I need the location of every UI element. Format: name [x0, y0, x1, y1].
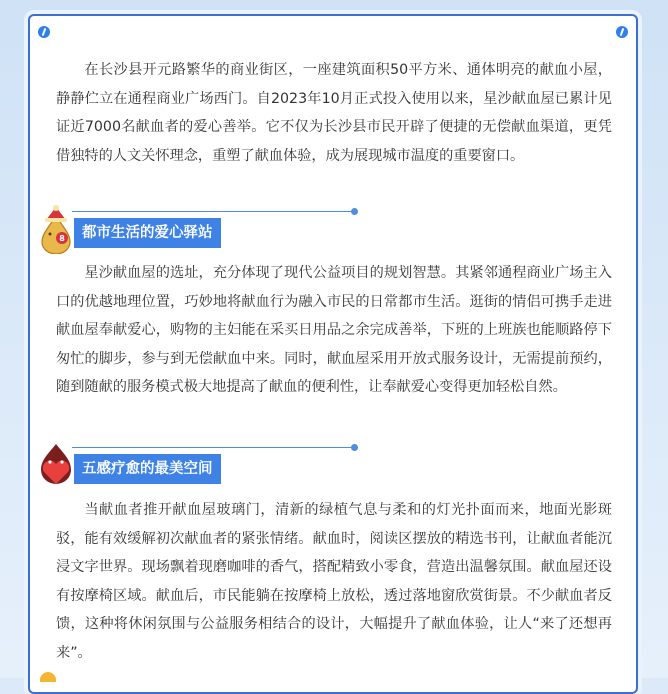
- section-heading-label: 五感疗愈的最美空间: [74, 454, 221, 484]
- heart-drop-mascot-icon: [36, 440, 76, 490]
- heading-divider-dot: [351, 444, 358, 451]
- paragraph-location: 星沙献血屋的选址，充分体现了现代公益项目的规划智慧。其紧邻通程商业广场主入口的优越地理位置，巧妙地将献血行为融入市民的日常都市生活。逛街的情侣可携手走进献血屋奉献爱心，购物的主妇能在采买日用品之余完成善举，下班的上班族也能顺路停下匆忙的脚步，参与到无偿献血中来。同时，献血屋采用开放式服务设计，无需提前预约，随到随献的服务模式极大地提高了献血的便利性，让奉献爱心变得更加轻松自然。: [56, 265, 612, 396]
- section-heading-label: 都市生活的爱心驿站: [74, 218, 221, 248]
- heading-divider-line: [72, 447, 354, 448]
- blood-drop-mascot-icon: [36, 204, 76, 254]
- svg-text:8: 8: [59, 234, 65, 243]
- pin-icon: [38, 26, 50, 38]
- section-heading-2: [36, 440, 366, 500]
- heading-divider-line: [72, 211, 354, 212]
- next-section-mascot-icon: [40, 672, 56, 682]
- paragraph-space: 当献血者推开献血屋玻璃门，清新的绿植气息与柔和的灯光扑面而来，地面光影斑驳，能有效缓解初次献血者的紧张情绪。献血时，阅读区摆放的精选书刊，让献血者能沉浸文字世界。现场飘着现磨咖啡的香气，搭配精致小零食，营造出温馨氛围。献血屋还设有按摩椅区域。献血后，市民能躺在按摩椅上放松，透过落地窗欣赏街景。不少献血者反馈，这种将休闲氛围与公益服务相结合的设计，大幅提升了献血体验，让人“来了还想再来”。: [56, 502, 612, 661]
- pin-icon: [616, 26, 628, 38]
- heading-divider-dot: [351, 208, 358, 215]
- section-heading-1: [36, 204, 366, 264]
- paragraph-intro: 在长沙县开元路繁华的商业街区，一座建筑面积50平方米、通体明亮的献血小屋，静静伫立在通程商业广场西门。自2023年10月正式投入使用以来，星沙献血屋已累计见证近7000名献血者的爱心善举。它不仅为长沙县市民开辟了便捷的无偿献血渠道，更凭借独特的人文关怀理念，重塑了献血体验，成为展现城市温度的重要窗口。: [56, 62, 612, 164]
